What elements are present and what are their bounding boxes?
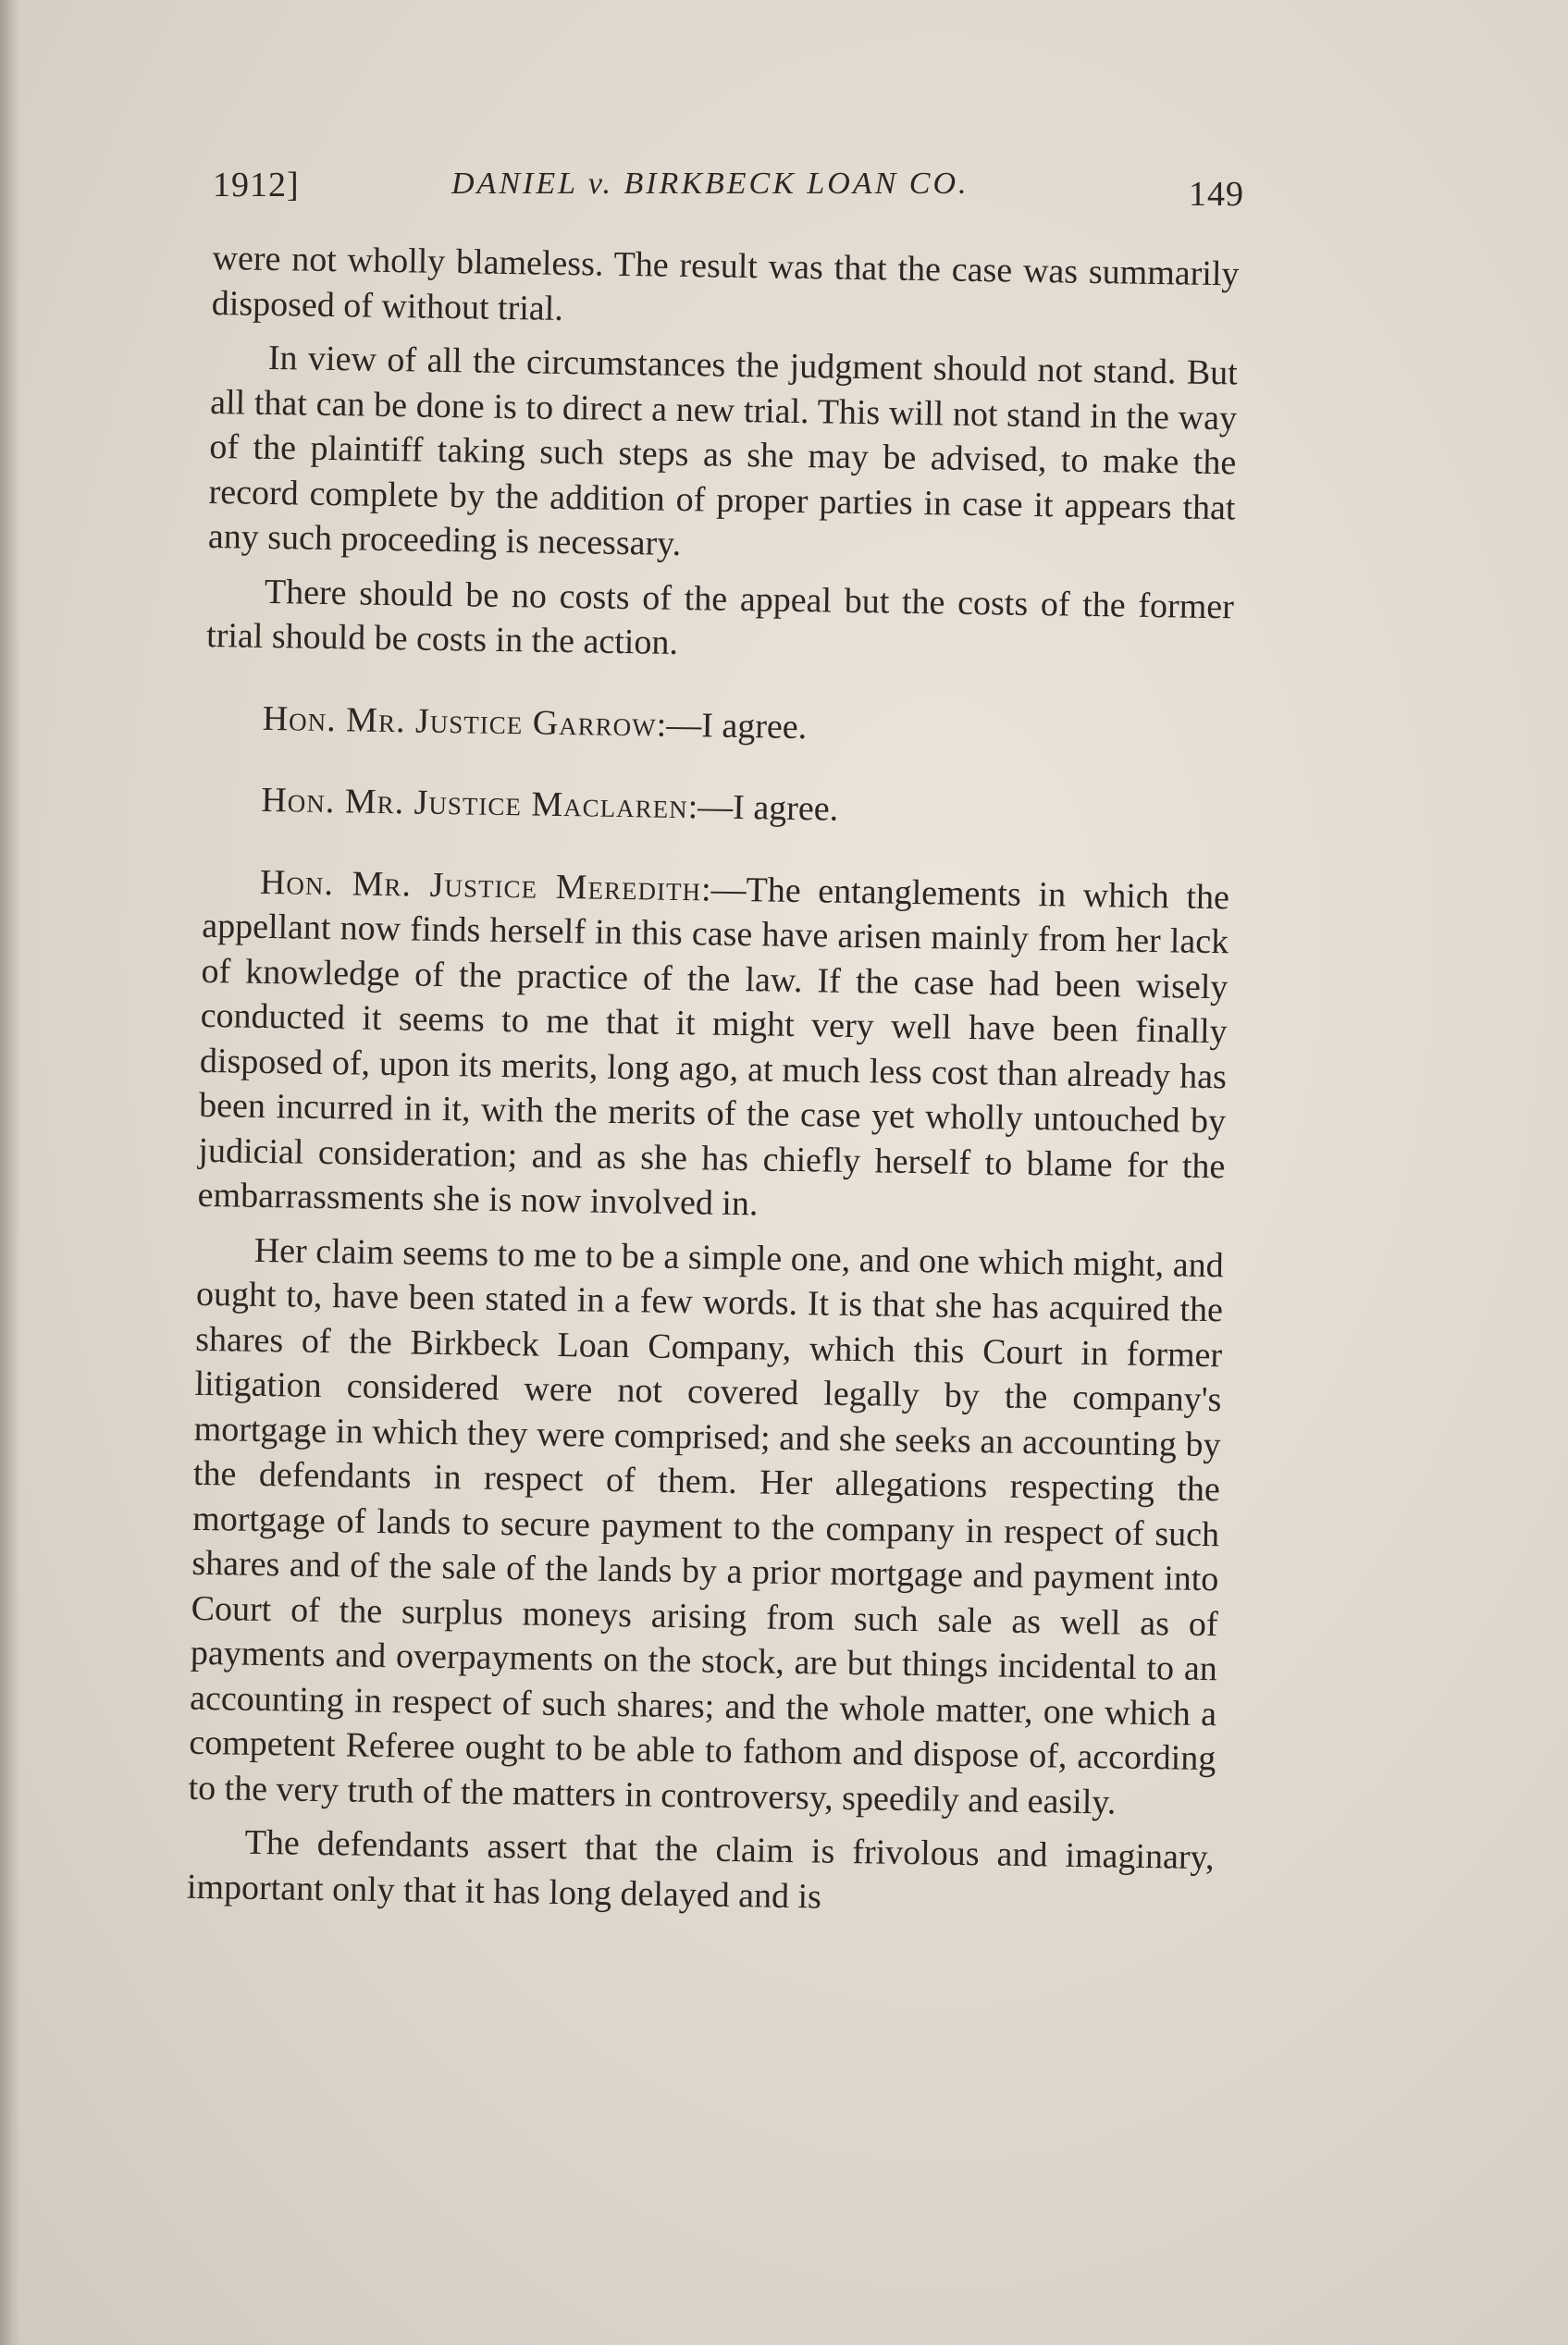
running-header (213, 165, 1244, 216)
header-year: 1912] (213, 166, 300, 204)
opinion-maclaren-text: :—I agree. (687, 787, 839, 829)
judgment-text (186, 236, 1239, 1934)
paragraph-claim: Her claim seems to me to be a simple one, and one which might, and ought to, have been stated in a few words. It is that she has acquired the shares of the Birkbeck Loan Company, which this Court in former litigation considered were not covered legally by the company's mortgage in which they were comprised; and she seeks an accounting by the defendants in respect of them. Her allegations respecting the mortgage of lands to secure payment to the company in respect of such shares and of the sale of the lands by a prior mortgage and payment into Court of the surplus moneys arising from such sale as well as of payments and overpayments on the stock, are but things incidental to an accounting in respect of such shares; and the whole matter, one which a competent Referee ought to be able to fathom and dispose of, according to the very truth of the matters in controversy, speedily and easily. (188, 1230, 1224, 1822)
paragraph-new-trial: In view of all the circumstances the judgment should not stand. But all that can be done is to direct a new trial. This will not stand in the way of the plaintiff taking such steps as she may be advised, to make the record complete by the addition of proper parties in case it appears that any such proceeding is necessary. (207, 338, 1239, 563)
opinion-garrow-text: :—I agree. (656, 705, 808, 747)
opinion-maclaren (204, 777, 1231, 838)
opinion-meredith-text: :—The entanglements in which the appellant now finds herself in this case have arisen mainly from her lack of knowledge of the practice of the law. If the case had been wisely conducted it seems to me that it might very well have been finally disposed of, upon its merits, long ago, at much less cost than already has been incurred in it, with the merits of the case yet wholly untouched by judicial consideration; and as she has chiefly herself to blame for the embarrassments she is now involved in. (197, 869, 1230, 1224)
opinion-garrow (204, 695, 1232, 756)
header-case-title: DANIEL v. BIRKBECK LOAN CO. (451, 167, 969, 201)
judge-name-meredith: Hon. Mr. Justice Meredith (259, 862, 702, 908)
paragraph-defendants: The defendants assert that the claim is frivolous and imaginary, important only that it has long delayed and is (186, 1822, 1215, 1917)
page-number: 149 (1189, 175, 1244, 214)
judge-name-maclaren: Hon. Mr. Justice Maclaren (261, 780, 689, 827)
paragraph-continued: were not wholly blameless. The result was that the case was summarily disposed of without trial. (211, 238, 1240, 328)
page-gutter-shadow (0, 0, 20, 2345)
opinion-meredith (197, 858, 1229, 1233)
judge-name-garrow: Hon. Mr. Justice Garrow (262, 698, 658, 745)
paragraph-costs: There should be no costs of the appeal but the costs of the former trial should be costs in the action. (205, 572, 1235, 662)
